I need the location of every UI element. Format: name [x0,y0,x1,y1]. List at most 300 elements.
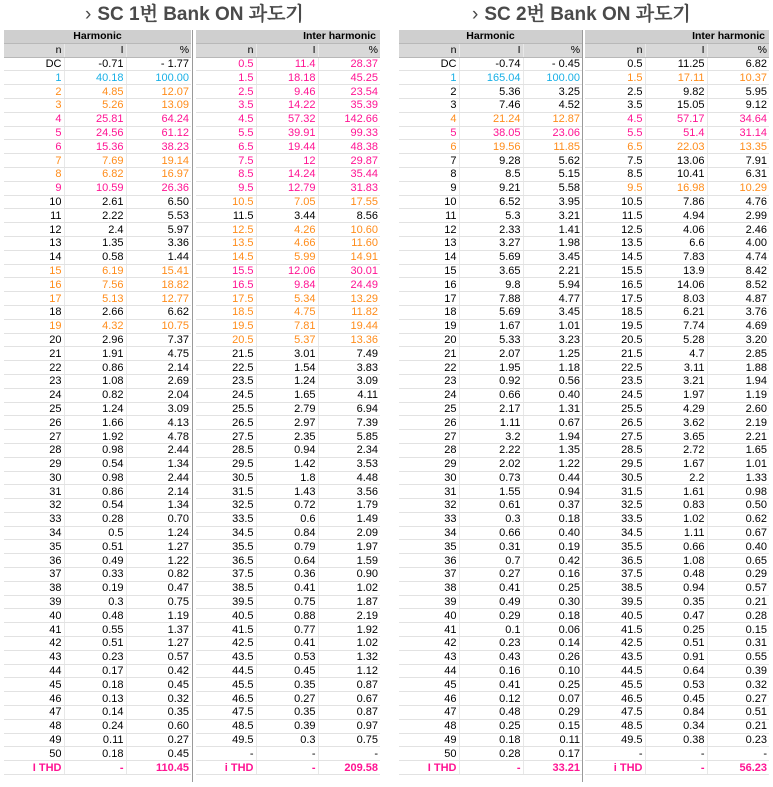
table-row [399,554,582,568]
percent-cell: 13.35 [707,140,769,154]
current-cell: 0.5 [64,526,126,540]
table-row [399,443,582,457]
percent-cell: 35.39 [318,98,380,112]
table-row [399,333,582,347]
percent-cell: 10.75 [126,319,191,333]
order-cell: 2.5 [585,85,645,99]
current-cell: 3.11 [645,361,707,375]
table-row [399,292,582,306]
table-group-header [4,30,191,43]
order-cell: 47.5 [585,706,645,720]
order-cell: 14 [4,250,64,264]
order-cell: 45.5 [196,678,256,692]
table-row [196,719,380,733]
percent-cell: 23.06 [523,126,582,140]
order-cell: 14 [399,250,459,264]
order-cell: 31.5 [585,485,645,499]
current-cell: 0.72 [256,499,318,513]
table-row [4,292,191,306]
table-row [196,333,380,347]
current-cell: 1.66 [64,416,126,430]
percent-cell: 1.41 [523,223,582,237]
table-row [4,388,191,402]
order-cell: 31 [399,485,459,499]
order-cell: 43 [4,650,64,664]
percent-cell: 99.33 [318,126,380,140]
order-cell: 36 [399,554,459,568]
percent-cell: 2.44 [126,471,191,485]
percent-cell: 1.18 [523,361,582,375]
percent-cell: 4.77 [523,292,582,306]
percent-cell: 3.09 [126,402,191,416]
current-cell: 0.33 [64,568,126,582]
table-row [196,292,380,306]
current-cell: 0.64 [256,554,318,568]
current-cell: 24.56 [64,126,126,140]
table-row [4,512,191,526]
order-cell: 18 [4,305,64,319]
percent-cell: 2.14 [126,361,191,375]
percent-cell: 142.66 [318,112,380,126]
current-cell: 0.47 [645,609,707,623]
current-cell: 57.17 [645,112,707,126]
table-row [196,457,380,471]
table-row [585,374,769,388]
table-row [4,609,191,623]
group-header-label: Inter harmonic [196,30,380,43]
current-cell: 12 [256,154,318,168]
table-row [196,236,380,250]
percent-cell: 7.49 [318,347,380,361]
current-cell: 0.41 [459,678,523,692]
current-cell: 0.51 [64,540,126,554]
table-row [399,512,582,526]
percent-cell: 26.36 [126,181,191,195]
percent-cell: 17.55 [318,195,380,209]
current-cell: 9.46 [256,85,318,99]
table-row [196,637,380,651]
order-cell: 37.5 [196,568,256,582]
table-row [399,181,582,195]
current-cell: 4.85 [64,85,126,99]
percent-cell: 0.16 [523,568,582,582]
percent-cell: 0.14 [523,637,582,651]
percent-cell: 1.19 [707,388,769,402]
current-cell: 1.67 [459,319,523,333]
percent-cell: 0.21 [707,595,769,609]
percent-cell: 1.22 [126,554,191,568]
percent-cell: 5.53 [126,209,191,223]
percent-cell: 13.09 [126,98,191,112]
thd-percent: 110.45 [126,761,191,775]
table-row [399,416,582,430]
order-cell: 44 [4,664,64,678]
table-row [4,443,191,457]
current-cell: 6.52 [459,195,523,209]
table-row [585,637,769,651]
order-cell: 34 [4,526,64,540]
percent-cell: 1.94 [523,430,582,444]
current-cell: 9.21 [459,181,523,195]
order-cell: 44 [399,664,459,678]
current-cell: 7.81 [256,319,318,333]
current-cell: 0.48 [64,609,126,623]
table-row [399,374,582,388]
percent-cell: 4.74 [707,250,769,264]
table-row [4,126,191,140]
table-row [585,112,769,126]
order-cell: 13 [399,236,459,250]
current-cell: 1.08 [645,554,707,568]
order-cell: 49 [399,733,459,747]
current-cell: 0.86 [64,361,126,375]
percent-cell: 1.49 [318,512,380,526]
current-cell: 0.39 [256,719,318,733]
table-row [585,319,769,333]
table-row [585,71,769,85]
order-cell: 16.5 [196,278,256,292]
order-cell: 41 [399,623,459,637]
order-cell: 46.5 [196,692,256,706]
current-cell: 0.23 [64,650,126,664]
percent-cell: 1.02 [318,637,380,651]
current-cell: - [645,747,707,761]
order-cell: 39.5 [196,595,256,609]
table-row [4,319,191,333]
order-cell: 46 [399,692,459,706]
percent-cell: 1.02 [318,581,380,595]
percent-cell: 28.37 [318,57,380,71]
percent-cell: 2.99 [707,209,769,223]
percent-cell: 5.62 [523,154,582,168]
current-cell: 0.16 [459,664,523,678]
current-cell: 5.13 [64,292,126,306]
current-cell: 0.48 [645,568,707,582]
table-row [196,499,380,513]
percent-cell: 0.90 [318,568,380,582]
current-cell: 2.4 [64,223,126,237]
current-cell: 0.54 [64,499,126,513]
percent-cell: 23.54 [318,85,380,99]
percent-cell: 0.75 [126,595,191,609]
current-cell: 0.94 [256,443,318,457]
current-cell: 6.19 [64,264,126,278]
percent-cell: 1.01 [523,319,582,333]
order-cell: 37 [4,568,64,582]
percent-cell: 10.60 [318,223,380,237]
order-cell: 33.5 [585,512,645,526]
percent-cell: 5.95 [707,85,769,99]
current-cell: 0.25 [459,719,523,733]
order-cell: 23.5 [585,374,645,388]
order-cell: 49.5 [585,733,645,747]
percent-cell: 0.21 [707,719,769,733]
table-row [585,706,769,720]
percent-cell: 0.87 [318,678,380,692]
column-header-i: I [459,43,523,57]
order-cell: 3.5 [196,98,256,112]
current-cell: 0.3 [64,595,126,609]
order-cell: 15.5 [196,264,256,278]
order-cell: 41.5 [585,623,645,637]
table-row [585,747,769,761]
table-row [4,706,191,720]
order-cell: 30 [399,471,459,485]
percent-cell: 0.40 [523,388,582,402]
table-row [399,319,582,333]
percent-cell: 1.37 [126,623,191,637]
percent-cell: 0.62 [707,512,769,526]
current-cell: 0.53 [256,650,318,664]
order-cell: 23 [399,374,459,388]
table-group-header [585,30,769,43]
current-cell: 38.05 [459,126,523,140]
percent-cell: 3.09 [318,374,380,388]
current-cell: 2.66 [64,305,126,319]
order-cell: 27 [4,430,64,444]
harmonic-table-sc2 [399,30,582,775]
current-cell: 0.79 [256,540,318,554]
percent-cell: 0.51 [707,706,769,720]
order-cell: 4 [4,112,64,126]
table-row [585,595,769,609]
percent-cell: 0.70 [126,512,191,526]
table-row [399,223,582,237]
order-cell: 50 [399,747,459,761]
percent-cell: 0.56 [523,374,582,388]
percent-cell: 100.00 [523,71,582,85]
current-cell: - [256,747,318,761]
current-cell: 51.4 [645,126,707,140]
table-row [196,568,380,582]
table-row [196,402,380,416]
order-cell: 45.5 [585,678,645,692]
order-cell: 15 [4,264,64,278]
table-row [196,223,380,237]
order-cell: 1 [399,71,459,85]
order-cell: 50 [4,747,64,761]
percent-cell: 34.64 [707,112,769,126]
table-row [399,706,582,720]
percent-cell: 16.97 [126,167,191,181]
table-row [196,678,380,692]
percent-cell: 1.87 [318,595,380,609]
percent-cell: 0.32 [707,678,769,692]
percent-cell: 3.23 [523,333,582,347]
current-cell: 0.82 [64,388,126,402]
table-row [4,623,191,637]
order-cell: 21.5 [585,347,645,361]
table-row [4,195,191,209]
table-row [399,430,582,444]
table-row [399,388,582,402]
current-cell: -0.74 [459,57,523,71]
table-row [4,264,191,278]
percent-cell: 0.50 [707,499,769,513]
order-cell: 2.5 [196,85,256,99]
order-cell: 29 [4,457,64,471]
current-cell: 0.51 [64,637,126,651]
order-cell: 13.5 [196,236,256,250]
order-cell: 11 [399,209,459,223]
table-row [399,499,582,513]
percent-cell: 0.97 [318,719,380,733]
order-cell: 48.5 [196,719,256,733]
table-row [399,733,582,747]
order-cell: 23 [4,374,64,388]
current-cell: 2.79 [256,402,318,416]
table-row [585,512,769,526]
current-cell: 0.66 [459,526,523,540]
current-cell: 0.18 [459,733,523,747]
table-row [399,485,582,499]
percent-cell: 1.65 [707,443,769,457]
current-cell: 0.41 [256,581,318,595]
percent-cell: 2.69 [126,374,191,388]
order-cell: 43.5 [196,650,256,664]
table-row [399,195,582,209]
order-cell: 24 [4,388,64,402]
thd-current: - [645,761,707,775]
table-row [196,512,380,526]
order-cell: 40 [4,609,64,623]
chevron-right-icon: › [472,4,479,25]
current-cell: 7.83 [645,250,707,264]
table-row [399,71,582,85]
order-cell: 20.5 [196,333,256,347]
inter-harmonic-table-sc2 [585,30,769,775]
order-cell: 21.5 [196,347,256,361]
order-cell: 36 [4,554,64,568]
percent-cell: 4.87 [707,292,769,306]
percent-cell: 11.85 [523,140,582,154]
order-cell: 7.5 [585,154,645,168]
current-cell: 1.02 [645,512,707,526]
order-cell: 0.5 [196,57,256,71]
table-row [585,292,769,306]
current-cell: 1.55 [459,485,523,499]
order-cell: 33 [399,512,459,526]
thd-row [196,761,380,775]
order-cell: 21 [4,347,64,361]
table-row [4,236,191,250]
inter-harmonic-table-sc1 [196,30,380,775]
percent-cell: 1.35 [523,443,582,457]
current-cell: 6.21 [645,305,707,319]
current-cell: 7.86 [645,195,707,209]
table-row [4,402,191,416]
table-group-header [196,30,380,43]
current-cell: 1.91 [64,347,126,361]
order-cell: 28 [4,443,64,457]
current-cell: 0.88 [256,609,318,623]
table-row [585,140,769,154]
table-row [585,167,769,181]
table-row [399,278,582,292]
order-cell: 31 [4,485,64,499]
percent-cell: 29.87 [318,154,380,168]
table-row [399,471,582,485]
current-cell: 9.28 [459,154,523,168]
percent-cell: 2.19 [707,416,769,430]
table-row [4,485,191,499]
percent-cell: 0.57 [707,581,769,595]
current-cell: 0.48 [459,706,523,720]
order-cell: 39 [4,595,64,609]
current-cell: 3.21 [645,374,707,388]
percent-cell: 2.85 [707,347,769,361]
order-cell: 9 [399,181,459,195]
table-row [196,250,380,264]
table-row [585,485,769,499]
percent-cell: 0.27 [707,692,769,706]
table-row [585,278,769,292]
order-cell: - [196,747,256,761]
order-cell: 1 [4,71,64,85]
table-column-header [4,43,191,57]
table-row [399,85,582,99]
percent-cell: 8.42 [707,264,769,278]
percent-cell: 0.75 [318,733,380,747]
current-cell: 0.54 [64,457,126,471]
current-cell: 2.02 [459,457,523,471]
table-row [585,678,769,692]
title-text-sc1: SC 1번 Bank ON 과도기 [97,4,304,25]
order-cell: 34 [399,526,459,540]
chevron-right-icon: › [85,4,92,25]
order-cell: 41.5 [196,623,256,637]
current-cell: 5.69 [459,250,523,264]
order-cell: 35.5 [196,540,256,554]
current-cell: 2.35 [256,430,318,444]
current-cell: 0.3 [256,733,318,747]
table-row [585,181,769,195]
percent-cell: 48.38 [318,140,380,154]
current-cell: 1.43 [256,485,318,499]
percent-cell: 5.58 [523,181,582,195]
table-row [399,595,582,609]
order-cell: 26.5 [585,416,645,430]
current-cell: 1.08 [64,374,126,388]
table-row [196,623,380,637]
table-row [4,57,191,71]
current-cell: 7.74 [645,319,707,333]
order-cell: 17 [399,292,459,306]
current-cell: 22.03 [645,140,707,154]
order-cell: 11.5 [585,209,645,223]
order-cell: 32 [399,499,459,513]
percent-cell: 3.76 [707,305,769,319]
order-cell: 18 [399,305,459,319]
table-row [585,554,769,568]
table-row [196,57,380,71]
percent-cell: 5.97 [126,223,191,237]
percent-cell: 0.94 [523,485,582,499]
percent-cell: 61.12 [126,126,191,140]
current-cell: 2.2 [645,471,707,485]
table-row [399,719,582,733]
current-cell: 8.5 [459,167,523,181]
current-cell: 2.72 [645,443,707,457]
current-cell: 0.49 [459,595,523,609]
current-cell: 4.32 [64,319,126,333]
percent-cell: 10.37 [707,71,769,85]
percent-cell: 0.42 [523,554,582,568]
percent-cell: 0.42 [126,664,191,678]
current-cell: 2.61 [64,195,126,209]
percent-cell: 1.22 [523,457,582,471]
order-cell: 49 [4,733,64,747]
